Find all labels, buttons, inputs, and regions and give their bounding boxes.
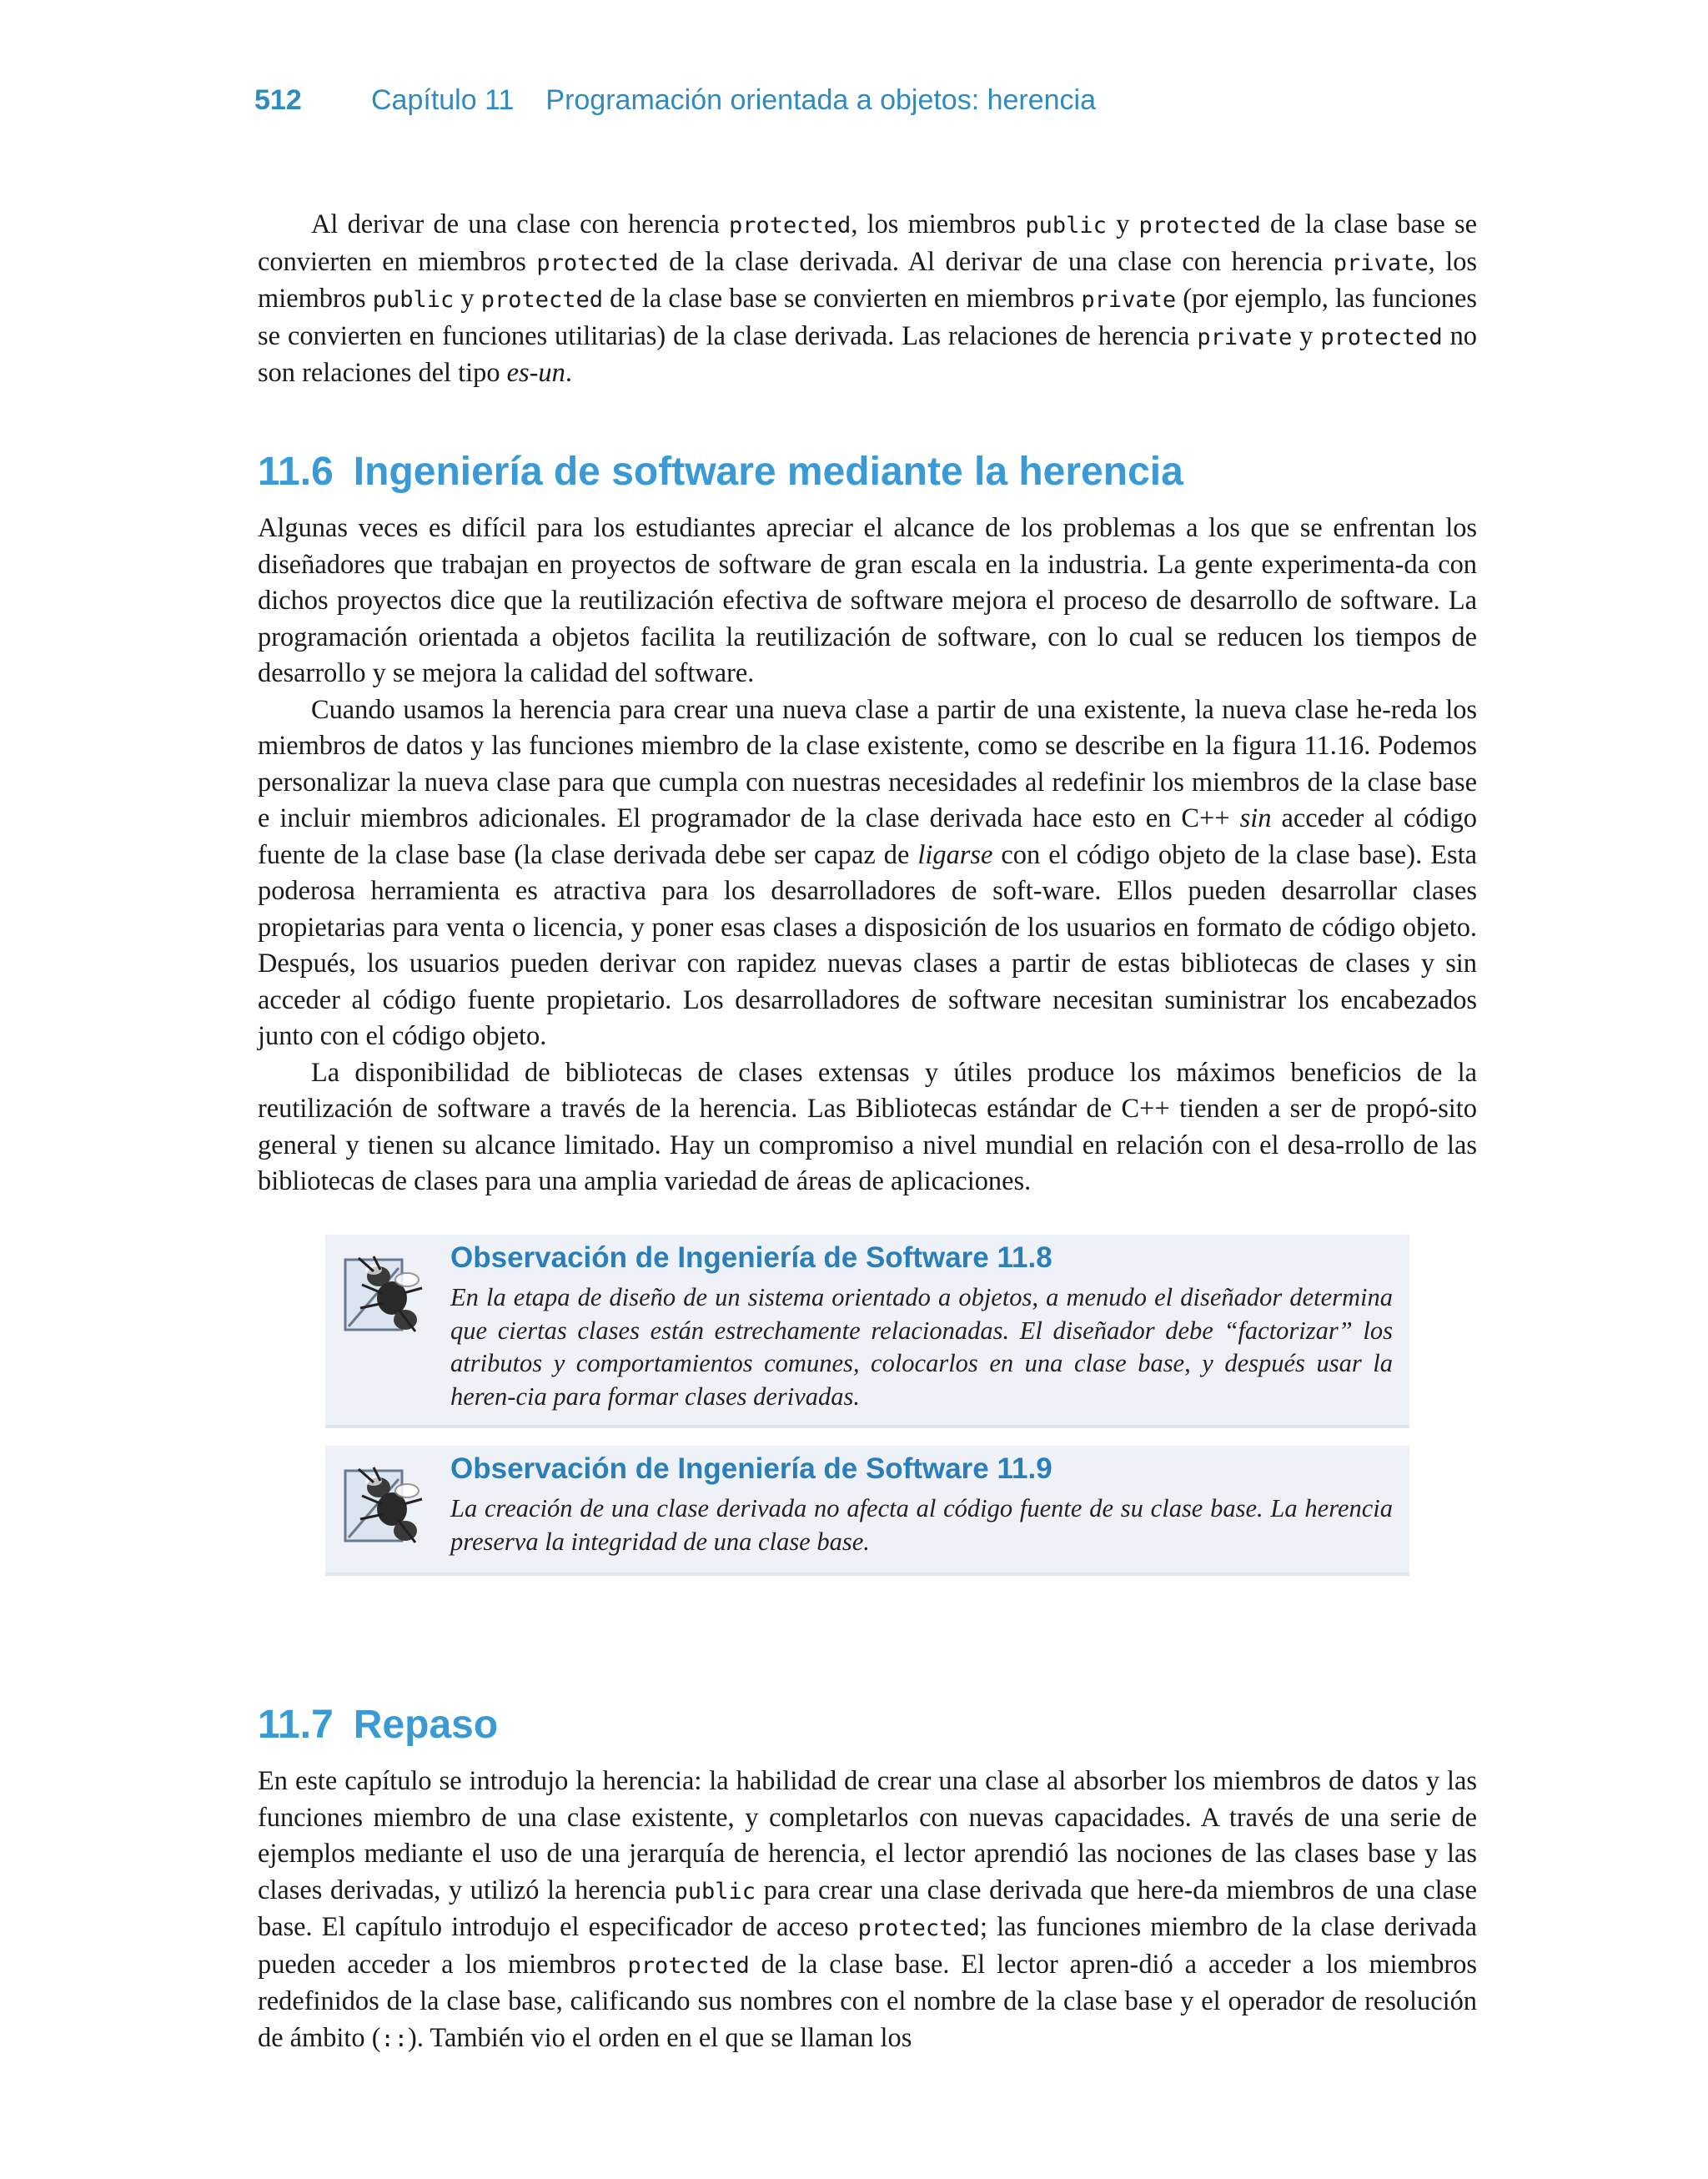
paragraph: Cuando usamos la herencia para crear una nueva clase a partir de una existente, la nueva clase he-reda los miembros de datos y las funciones miembro de la clase existente, como se describe en la figura 11.16. Podemos personalizar la nueva clase para que cumpla con nuestras necesidades al redefinir los miembros de la clase base e incluir miembros adicionales. El programador de la clase derivada hace esto en C++ sin acceder al código fuente de la clase base (la clase derivada debe ser capaz de ligarse con el código objeto de la clase base). Esta poderosa herramienta es atractiva para los desarrolladores de soft-ware. Ellos pueden desarrollar clases propietarias para venta o licencia, y poner esas clases a disposición de los usuarios en formato de código objeto. Después, los usuarios pueden derivar con rapidez nuevas clases a partir de estas bibliotecas de clases y sin acceder al código fuente propietario. Los desarrolladores de software necesitan suministrar los encabezados junto con el código objeto. [258, 694, 1477, 1051]
ant-icon [340, 1251, 427, 1338]
paragraph: Algunas veces es difícil para los estudiantes apreciar el alcance de los problemas a los que se enfrentan los diseñadores que trabajan en proyectos de software de gran escala en la industria. La gente experimenta-da con dichos proyectos dice que la reutilización efectiva de software mejora el proceso de desarrollo de software. La programación orientada a objetos facilita la reutilización de software, con lo cual se reducen los tiempos de desarrollo y se mejora la calidad del software. [258, 513, 1477, 688]
observation-box [325, 1235, 1409, 1428]
chapter-label: Capítulo 11 [371, 83, 515, 116]
section-11-7-body [258, 1764, 1477, 2057]
observation-title: Observación de Ingeniería de Software 11.9 [450, 1452, 1052, 1485]
section-11-6-body [258, 511, 1477, 1200]
ant-icon [340, 1462, 427, 1549]
section-number: 11.7 [258, 1703, 334, 1747]
paragraph: En este capítulo se introdujo la herencia: la habilidad de crear una clase al absorber los miembros de datos y las funciones miembro de una clase existente, y completarlos con nuevas capacidades. A través de una serie de ejemplos mediante el uso de una jerarquía de herencia, el lector aprendió las nociones de las clases base y las clases derivadas, y utilizó la herencia public para crear una clase derivada que here-da miembros de una clase base. El capítulo introdujo el especificador de acceso protected; las funciones miembro de la clase derivada pueden acceder a los miembros protected de la clase base. El lector apren-dió a acceder a los miembros redefinidos de la clase base, calificando sus nombres con el nombre de la clase base y el operador de resolución de ámbito (::). También vio el orden en el que se llaman los [258, 1766, 1477, 2053]
observation-text: En la etapa de diseño de un sistema orientado a objetos, a menudo el diseñador determina que ciertas clases están estrechamente relacionadas. El diseñador debe “factorizar” los atributos y comportamientos comunes, colocarlos en una clase base, y después usar la heren-cia para formar clases derivadas. [450, 1283, 1393, 1411]
intro-paragraph: Al derivar de una clase con herencia protected, los miembros public y protected de la clase base se convierten en miembros protected de la clase derivada. Al derivar de una clase con herencia private, los miembros public y protected de la clase base se convierten en miembros private (por ejemplo, las funciones se convierten en funciones utilitarias) de la clase derivada. Las relaciones de herencia private y protected no son relaciones del tipo es-un. [258, 209, 1477, 388]
section-heading-11-7 [258, 1702, 498, 1748]
observation-box [325, 1446, 1409, 1576]
section-number: 11.6 [258, 450, 334, 494]
section-heading-11-6 [258, 449, 1183, 495]
running-header [254, 77, 1096, 123]
section-title: Repaso [353, 1703, 499, 1747]
chapter-title: Programación orientada a objetos: herencia [545, 83, 1097, 116]
intro-text [258, 207, 1477, 392]
section-title: Ingeniería de software mediante la herencia [353, 450, 1183, 494]
observation-text: La creación de una clase derivada no afecta al código fuente de su clase base. La herencia preserva la integridad de una clase base. [450, 1494, 1393, 1556]
observation-title: Observación de Ingeniería de Software 11.8 [450, 1241, 1052, 1274]
page-number: 512 [254, 83, 302, 116]
paragraph: La disponibilidad de bibliotecas de clases extensas y útiles produce los máximos beneficios de la reutilización de software a través de la herencia. Las Bibliotecas estándar de C++ tienden a ser de propó-sito general y tienen su alcance limitado. Hay un compromiso a nivel mundial en relación con el desa-rrollo de las bibliotecas de clases para una amplia variedad de áreas de aplicaciones. [258, 1057, 1477, 1196]
